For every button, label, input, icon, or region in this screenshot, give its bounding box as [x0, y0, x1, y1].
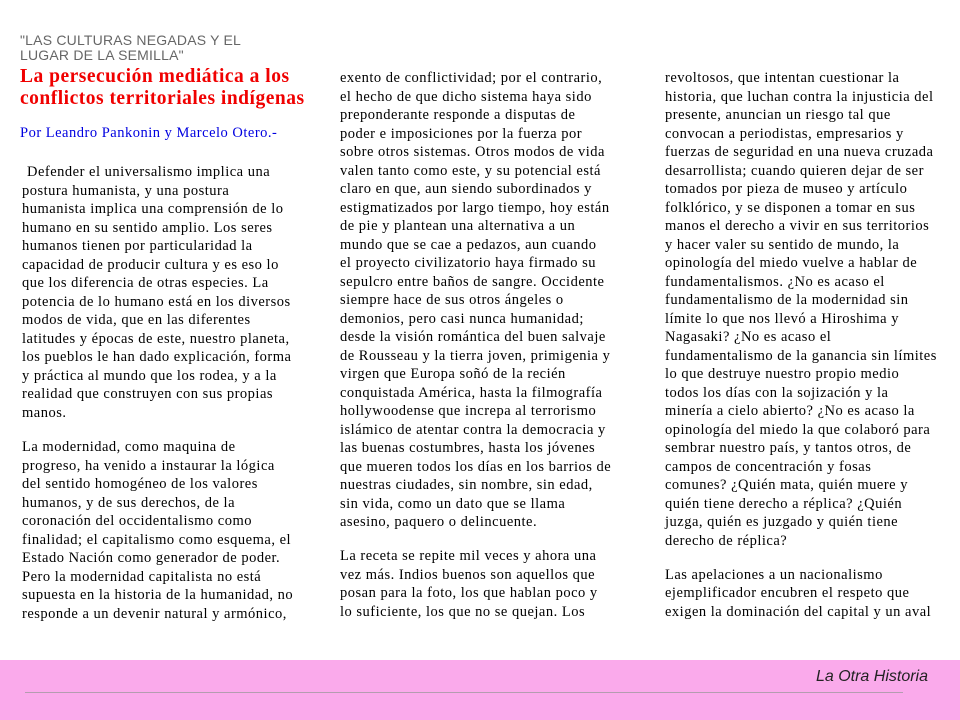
text-line: modos de vida, que en las diferentes — [22, 312, 251, 328]
text-line: realidad que construyen con sus propias — [22, 386, 274, 402]
text-column-2 — [340, 69, 611, 621]
text-line: nuestras ciudades, sin nombre, sin edad, — [340, 477, 593, 493]
text-line: demonios, pero casi nunca humanidad; — [340, 310, 584, 327]
text-line: hollywoodense que increpa al terrorismo — [340, 403, 597, 419]
text-column-3 — [665, 69, 937, 621]
text-line: y hacer valer su sentido de mundo, la — [665, 236, 900, 253]
text-line: fundamentalismos. ¿No es acaso el — [665, 273, 885, 290]
text-line: las buenas costumbres, hasta los jóvenes — [340, 440, 596, 456]
footer-band — [0, 660, 960, 720]
text-line: conquistada América, hasta la filmografía — [340, 384, 603, 401]
paragraph — [22, 163, 293, 422]
text-line: capacidad de producir cultura y es eso lo — [22, 256, 279, 273]
text-line: coronación del occidentalismo como — [22, 513, 252, 529]
text-line: Las apelaciones a un nacionalismo — [665, 566, 883, 583]
text-line: asesino, paquero o delincuente. — [340, 514, 538, 530]
footer-divider — [25, 692, 903, 693]
text-line: Defender el universalismo implica una — [27, 164, 271, 180]
text-line: siempre hace de sus otros ángeles o — [340, 292, 564, 308]
text-line: todos los días con la sojización y la — [665, 384, 889, 401]
text-line: quién tiene derecho a réplica? ¿Quién — [665, 495, 903, 512]
text-line: comunes? ¿Quién mata, quién muere y — [665, 477, 908, 493]
text-line: desde la visión romántica del buen salvaje — [340, 329, 606, 345]
text-line: progreso, ha venido a instaurar la lógica — [22, 457, 275, 474]
text-line: humanos, y de sus derechos, de la — [22, 494, 236, 511]
text-line: exento de conflictividad; por el contrario, — [340, 70, 603, 86]
text-line: límite lo que nos llevó a Hiroshima y — [665, 310, 899, 327]
text-line: La receta se repite mil veces y ahora una — [340, 548, 597, 564]
text-line: historia, que luchan contra la injusticia del — [665, 88, 934, 105]
text-line: ejemplificador encubren el respeto que — [665, 585, 910, 601]
paragraph — [665, 566, 937, 622]
text-line: y práctica al mundo que los rodea, y a la — [22, 367, 277, 384]
text-line: mundo que se cae a pedazos, aun cuando — [340, 236, 597, 253]
text-line: estigmatizados por largo tiempo, hoy están — [340, 199, 610, 216]
text-line: los pueblos le han dado explicación, forma — [22, 349, 292, 365]
text-line: revoltosos, que intentan cuestionar la — [665, 70, 900, 86]
paragraph — [340, 547, 611, 621]
text-line: lo que destruye nuestro propio medio — [665, 366, 900, 382]
text-line: islámico de atentar contra la democracia y — [340, 421, 606, 438]
text-line: que los diferencia de otras especies. La — [22, 275, 269, 291]
text-line: poder e imposiciones por la fuerza por — [340, 125, 583, 142]
text-line: el proyecto civilizatorio haya firmado su — [340, 255, 597, 271]
text-line: Nagasaki? ¿No es acaso el — [665, 329, 832, 345]
text-line: manos. — [22, 404, 67, 421]
text-line: fundamentalismo de la ganancia sin límites — [665, 347, 937, 364]
paragraph — [665, 69, 937, 550]
paragraph — [340, 69, 611, 532]
text-line: potencia de lo humano está en los diversos — [22, 293, 291, 310]
text-line: sembrar nuestro país, y tantos otros, de — [665, 440, 912, 456]
text-line: presente, anuncian un riesgo tal que — [665, 107, 891, 123]
text-column-1 — [22, 163, 293, 623]
text-line: claro en que, aun siendo subordinados y — [340, 181, 592, 197]
footer-label: La Otra Historia — [815, 668, 928, 685]
text-line: latitudes y épocas de este, nuestro planeta, — [22, 330, 290, 347]
text-line: sin vida, como un dato que se llama — [340, 495, 566, 512]
text-line: opinología del miedo vuelve a hablar de — [665, 255, 918, 271]
text-line: opinología del miedo la que colaboró para — [665, 421, 931, 438]
text-line: desarrollista; cuando quieren dejar de ser — [665, 162, 924, 179]
article-kicker — [20, 33, 241, 63]
text-line: derecho de réplica? — [665, 532, 788, 549]
title-line: conflictos territoriales indígenas — [20, 87, 305, 109]
text-line: sepulcro entre baños de sangre. Occidente — [340, 273, 605, 290]
kicker-line: LUGAR DE LA SEMILLA" — [20, 47, 184, 63]
text-line: humano en su sentido amplio. Los seres — [22, 219, 273, 236]
text-line: supuesta en la historia de la humanidad, no — [22, 587, 294, 603]
text-line: vez más. Indios buenos son aquellos que — [340, 566, 596, 583]
text-line: virgen que Europa soñó de la recién — [340, 366, 566, 382]
text-line: lo suficiente, los que no se quejan. Los — [340, 603, 586, 620]
text-line: valen tanto como este, y su potencial está — [340, 162, 601, 179]
text-line: que mueren todos los días en los barrios de — [340, 458, 612, 475]
text-line: el hecho de que dicho sistema haya sido — [340, 88, 592, 105]
text-line: campos de concentración y fosas — [665, 458, 872, 475]
text-line: Estado Nación como generador de poder. — [22, 550, 281, 566]
text-line: preponderante responde a disputas de — [340, 107, 576, 123]
text-line: convocan a periodistas, empresarios y — [665, 125, 904, 142]
text-line: de Rousseau y la tierra joven, primigenia y — [340, 347, 611, 364]
text-line: juzga, quién es juzgado y quién tiene — [665, 514, 899, 530]
paragraph — [22, 438, 293, 623]
text-line: de pie y plantean una alternativa a un — [340, 218, 576, 234]
kicker-line: "LAS CULTURAS NEGADAS Y EL — [20, 32, 242, 48]
text-line: Pero la modernidad capitalista no está — [22, 568, 262, 585]
text-line: humanos tienen por particularidad la — [22, 238, 253, 254]
text-line: finalidad; el capitalismo como esquema, el — [22, 531, 292, 548]
article-title — [20, 66, 305, 109]
text-line: manos el derecho a vivir en sus territorios — [665, 218, 930, 234]
text-line: tomados por pieza de museo y artículo — [665, 181, 908, 197]
text-line: posan para la foto, los que hablan poco y — [340, 585, 598, 601]
text-line: humanista implica una comprensión de lo — [22, 201, 284, 217]
text-line: sobre otros sistemas. Otros modos de vida — [340, 144, 605, 160]
text-line: responde a un devenir natural y armónico, — [22, 605, 287, 622]
text-line: minería a cielo abierto? ¿No es acaso la — [665, 403, 915, 419]
text-line: La modernidad, como maquina de — [22, 439, 236, 455]
article-byline: Por Leandro Pankonin y Marcelo Otero.- — [20, 125, 278, 141]
text-line: folklórico, y se disponen a tomar en sus — [665, 199, 916, 216]
text-line: fuerzas de seguridad en una nueva cruzada — [665, 144, 934, 160]
text-line: exigen la dominación del capital y un aval — [665, 603, 932, 620]
text-line: postura humanista, y una postura — [22, 182, 230, 199]
title-line: La persecución mediática a los — [20, 66, 290, 87]
text-line: fundamentalismo de la modernidad sin — [665, 292, 909, 308]
text-line: del sentido homogéneo de los valores — [22, 476, 258, 492]
